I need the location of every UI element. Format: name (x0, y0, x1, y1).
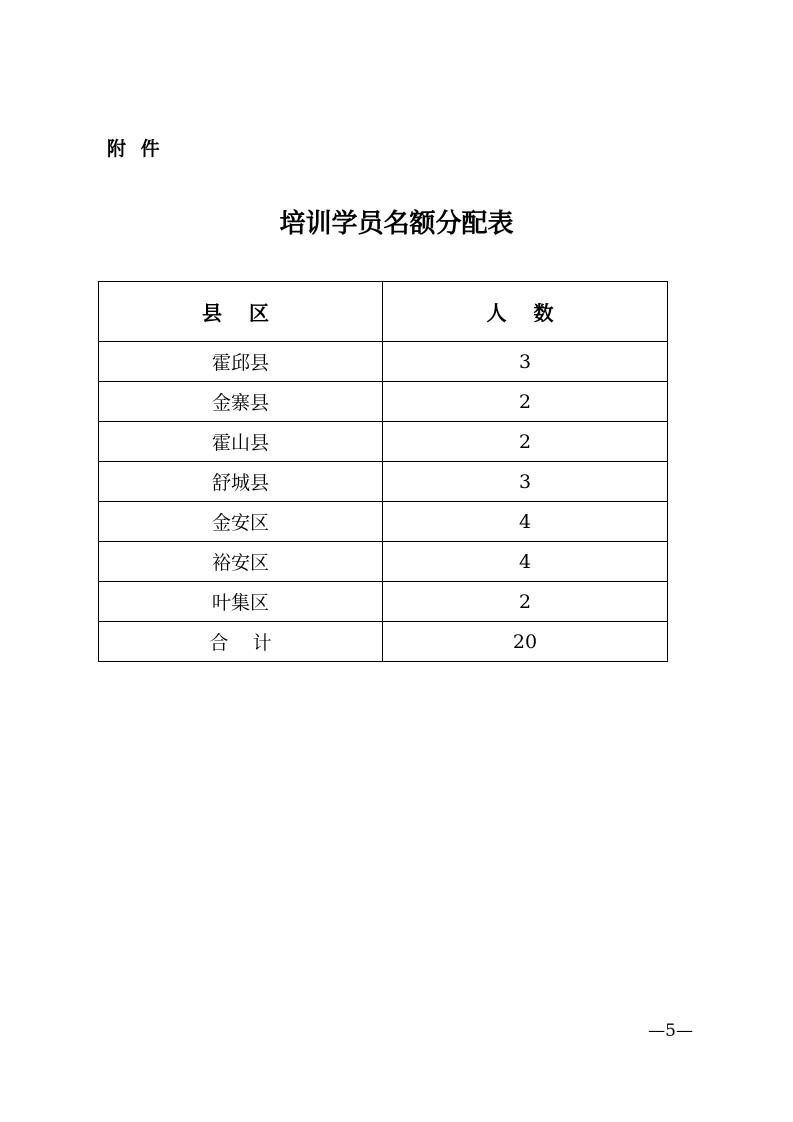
count-cell: 4 (383, 502, 668, 542)
count-cell: 2 (383, 422, 668, 462)
table-row (99, 462, 668, 502)
county-cell: 霍山县 (99, 422, 383, 462)
count-cell: 3 (383, 462, 668, 502)
county-cell: 叶集区 (99, 582, 383, 622)
county-cell: 裕安区 (99, 542, 383, 582)
table-row (99, 422, 668, 462)
count-cell: 3 (383, 342, 668, 382)
county-cell: 霍邱县 (99, 342, 383, 382)
header-count: 人 数 (383, 282, 668, 342)
page-number: —5— (648, 1021, 693, 1041)
table-row (99, 542, 668, 582)
page-title: 培训学员名额分配表 (279, 209, 514, 239)
table-header-row (99, 282, 668, 342)
count-cell: 2 (383, 382, 668, 422)
count-cell: 2 (383, 582, 668, 622)
header-county: 县 区 (99, 282, 383, 342)
table-row (99, 342, 668, 382)
total-label-cell: 合 计 (99, 622, 383, 662)
total-count-cell: 20 (383, 622, 668, 662)
table-row (99, 502, 668, 542)
county-cell: 舒城县 (99, 462, 383, 502)
county-cell: 金寨县 (99, 382, 383, 422)
allocation-table (98, 281, 668, 662)
table-row (99, 582, 668, 622)
attachment-label: 附 件 (107, 138, 164, 160)
total-row (99, 622, 668, 662)
count-cell: 4 (383, 542, 668, 582)
county-cell: 金安区 (99, 502, 383, 542)
table-row (99, 382, 668, 422)
